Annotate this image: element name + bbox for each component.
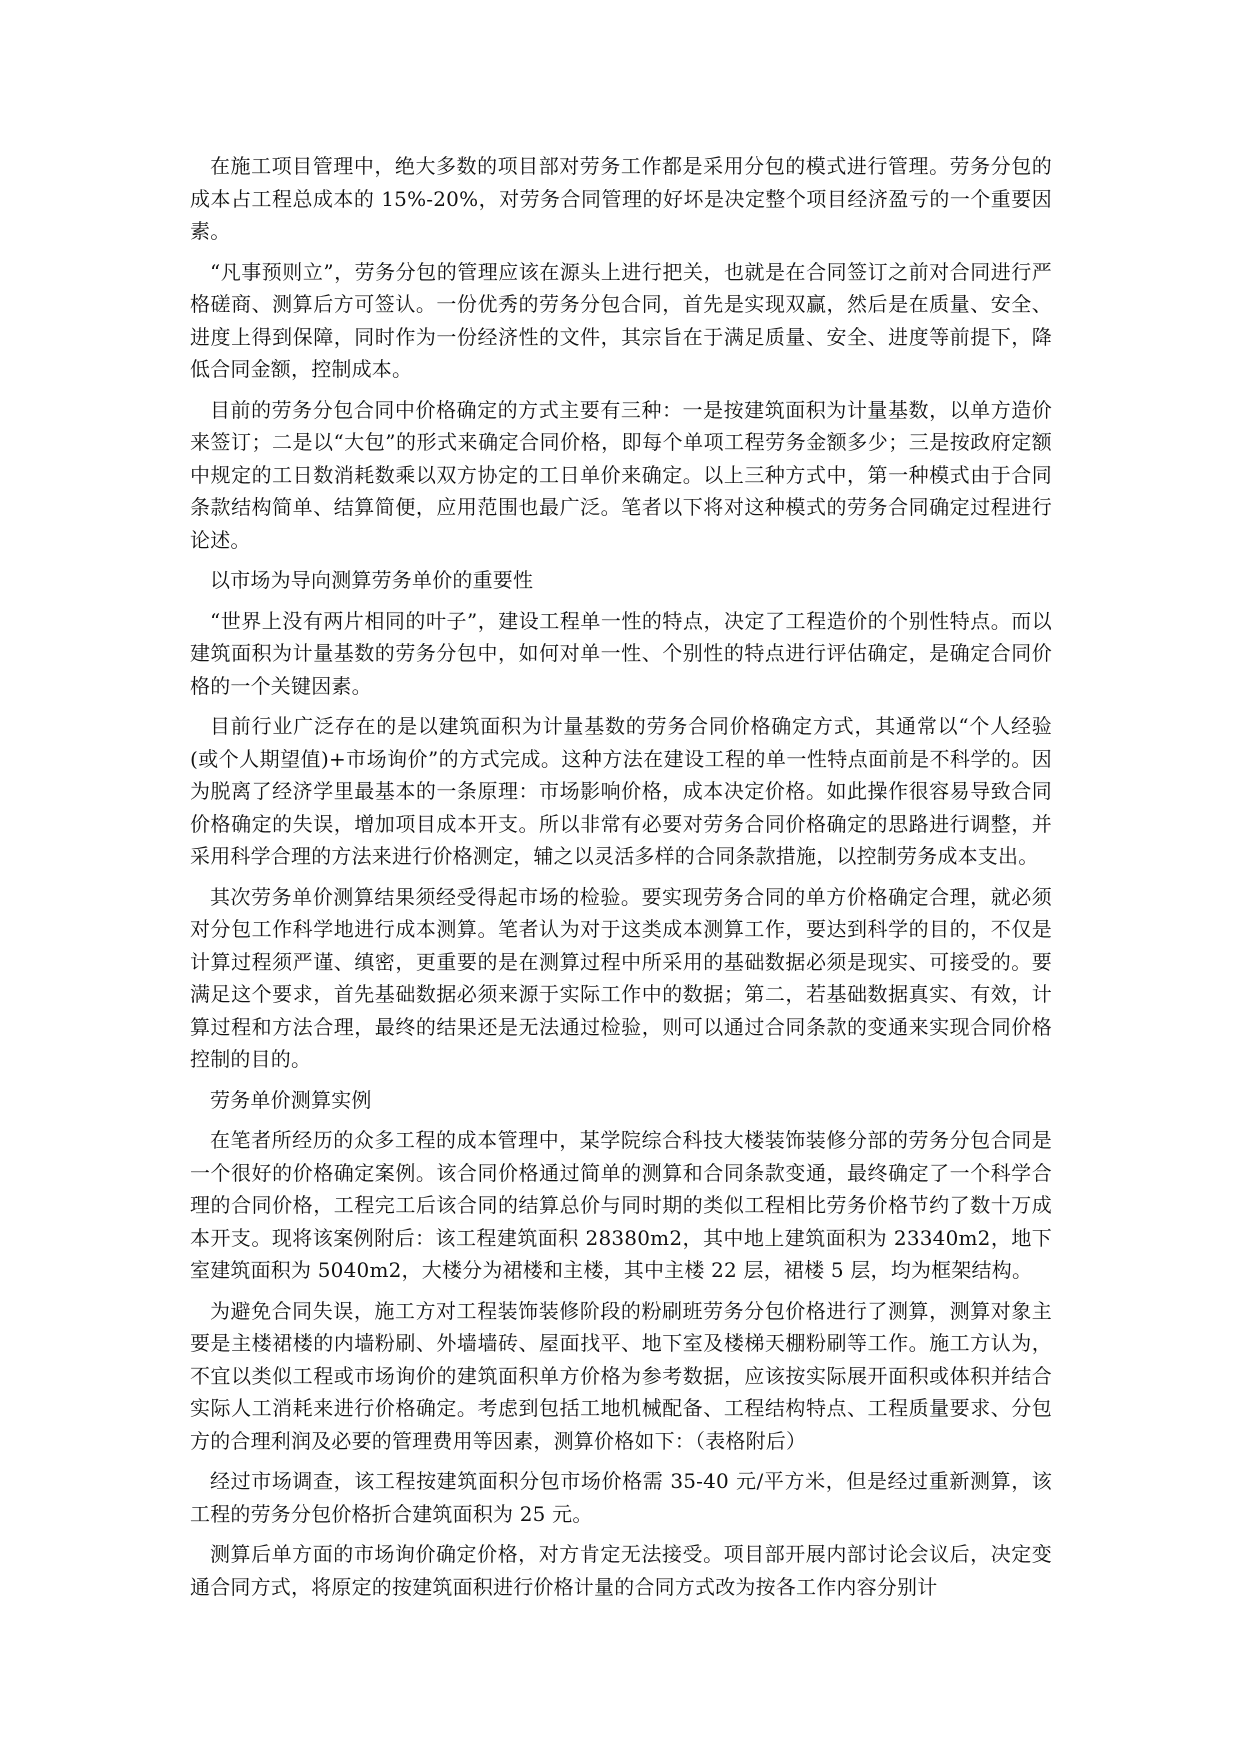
paragraph-calculation: 为避免合同失误，施工方对工程装饰装修阶段的粉刷班劳务分包价格进行了测算，测算对象主要是主楼裙楼的内墙粉刷、外墙墙砖、屋面找平、地下室及楼梯天棚粉刷等工作。施工方认为，不宜以类似工程或市场询价的建筑面积单方价格为参考数据，应该按实际展开面积或体积并结合实际人工消耗来进行价格确定。考虑到包括工地机械配备、工程结构特点、工程质量要求、分包方的合理利润及必要的管理费用等因素，测算价格如下：（表格附后）	[190, 1298, 1052, 1453]
paragraph-industry-practice: 目前行业广泛存在的是以建筑面积为计量基数的劳务合同价格确定方式，其通常以“个人经验(或个人期望值)+市场询价”的方式完成。这种方法在建设工程的单一性特点面前是不科学的。因为脱离了经济学里最基本的一条原理：市场影响价格，成本决定价格。如此操作很容易导致合同价格确定的失误，增加项目成本开支。所以非常有必要对劳务合同价格确定的思路进行调整，并采用科学合理的方法来进行价格测定，辅之以灵活多样的合同条款措施，以控制劳务成本支出。	[190, 714, 1052, 868]
paragraph-contract-change: 测算后单方面的市场询价确定价格，对方肯定无法接受。项目部开展内部讨论会议后，决定变通合同方式，将原定的按建筑面积进行价格计量的合同方式改为按各工作内容分别计	[190, 1542, 1052, 1599]
document-page	[190, 150, 1052, 1611]
section-heading-case-study: 劳务单价测算实例	[210, 1087, 372, 1112]
paragraph-market-survey: 经过市场调查，该工程按建筑面积分包市场价格需 35-40 元/平方米，但是经过重新测算，该工程的劳务分包价格折合建筑面积为 25 元。	[190, 1469, 1052, 1526]
paragraph-pricing-methods: 目前的劳务分包合同中价格确定的方式主要有三种：一是按建筑面积为计量基数，以单方造价来签订；二是以“大包”的形式来确定合同价格，即每个单项工程劳务金额多少；三是按政府定额中规定的工日数消耗数乘以双方协定的工日单价来确定。以上三种方式中，第一种模式由于合同条款结构简单、结算简便，应用范围也最广泛。笔者以下将对这种模式的劳务合同确定过程进行论述。	[190, 397, 1052, 552]
paragraph-case-description: 在笔者所经历的众多工程的成本管理中，某学院综合科技大楼装饰装修分部的劳务分包合同是一个很好的价格确定案例。该合同价格通过简单的测算和合同条款变通，最终确定了一个科学合理的合同价格，工程完工后该合同的结算总价与同时期的类似工程相比劳务价格节约了数十万成本开支。现将该案例附后：该工程建筑面积 28380m2，其中地上建筑面积为 23340m2，地下室建筑面积为 5040m2，大楼分为裙楼和主楼，其中主楼 22 层，裙楼 5 层，均为框架结构。	[190, 1128, 1052, 1282]
paragraph-preparation: “凡事预则立”，劳务分包的管理应该在源头上进行把关，也就是在合同签订之前对合同进行严格磋商、测算后方可签认。一份优秀的劳务分包合同，首先是实现双赢，然后是在质量、安全、进度上得到保障，同时作为一份经济性的文件，其宗旨在于满足质量、安全、进度等前提下，降低合同金额，控制成本。	[190, 259, 1052, 381]
paragraph-intro: 在施工项目管理中，绝大多数的项目部对劳务工作都是采用分包的模式进行管理。劳务分包的成本占工程总成本的 15%-20%，对劳务合同管理的好坏是决定整个项目经济盈亏的一个重要因素。	[190, 154, 1052, 243]
section-heading-importance: 以市场为导向测算劳务单价的重要性	[210, 568, 534, 592]
paragraph-uniqueness: “世界上没有两片相同的叶子”，建设工程单一性的特点，决定了工程造价的个别性特点。而以建筑面积为计量基数的劳务分包中，如何对单一性、个别性的特点进行评估确定，是确定合同价格的一个关键因素。	[190, 608, 1052, 698]
paragraph-market-test: 其次劳务单价测算结果须经受得起市场的检验。要实现劳务合同的单方价格确定合理，就必须对分包工作科学地进行成本测算。笔者认为对于这类成本测算工作，要达到科学的目的，不仅是计算过程须严谨、缜密，更重要的是在测算过程中所采用的基础数据必须是现实、可接受的。要满足这个要求，首先基础数据必须来源于实际工作中的数据；第二，若基础数据真实、有效，计算过程和方法合理，最终的结果还是无法通过检验，则可以通过合同条款的变通来实现合同价格控制的目的。	[190, 884, 1052, 1071]
